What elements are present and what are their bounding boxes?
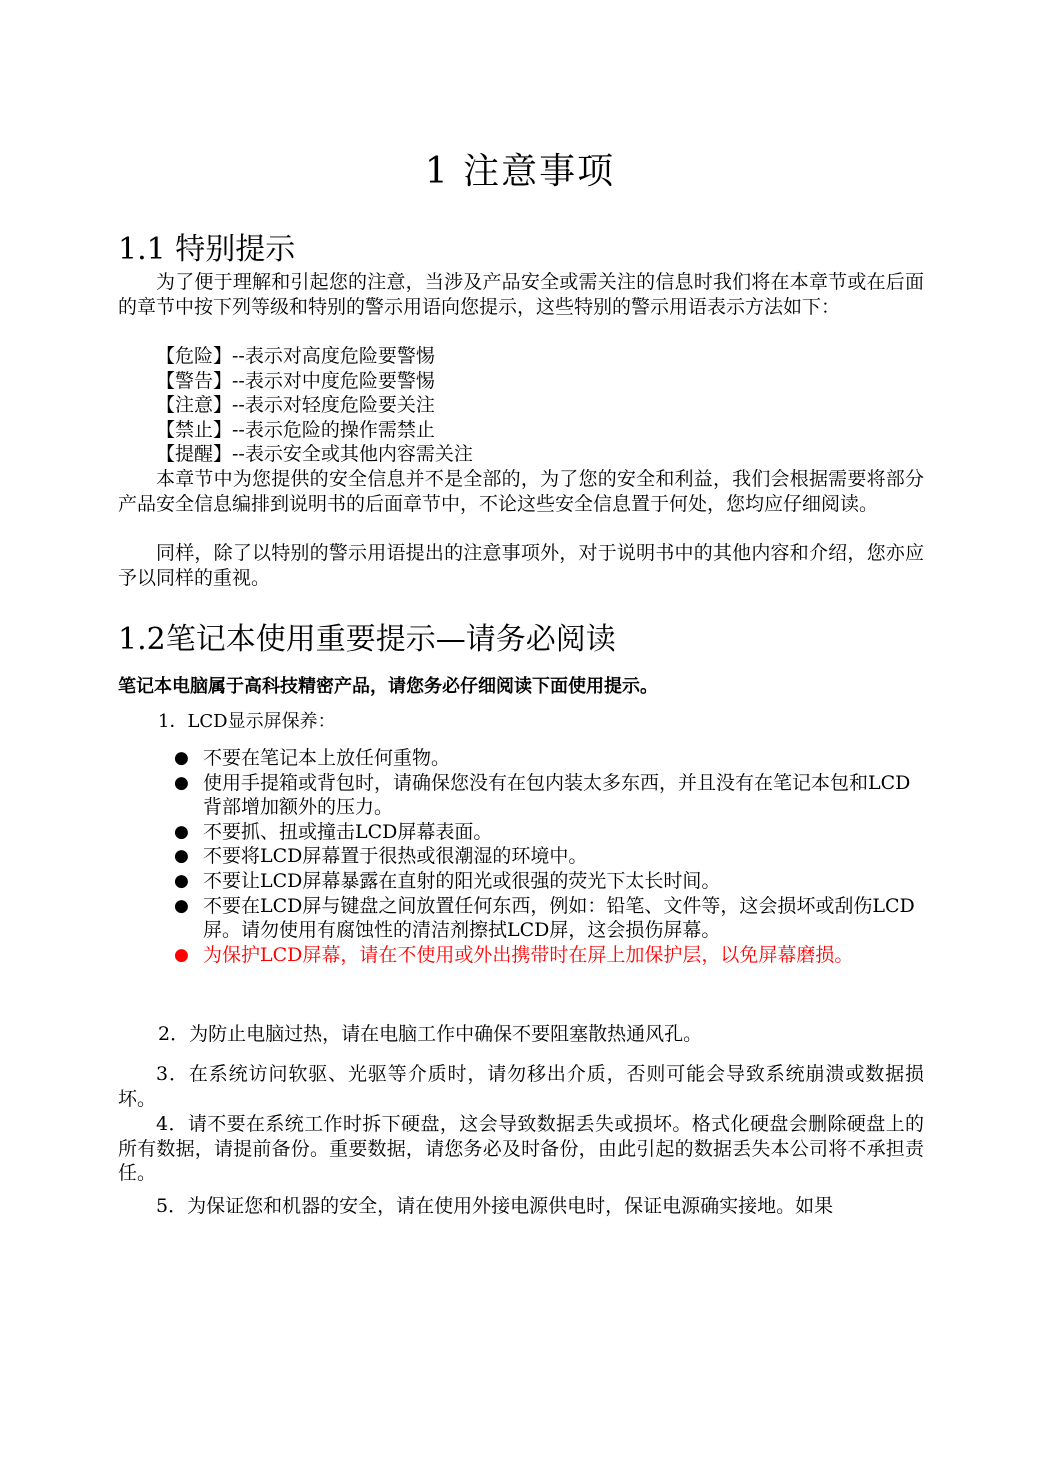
bullet-icon: ● — [174, 846, 189, 867]
lcd-care-list — [174, 746, 919, 967]
warning-level-reminder: 【提醒】--表示安全或其他内容需关注 — [156, 443, 473, 466]
chapter-title: 1 注意事项 — [424, 151, 616, 192]
list-item: ● 不要将LCD屏幕置于很热或很潮湿的环境中。 — [174, 845, 588, 868]
section-heading-usage-tips: 1.2笔记本使用重要提示—请务必阅读 — [118, 622, 616, 657]
warning-level-warning: 【警告】--表示对中度危险要警惕 — [156, 369, 435, 392]
warning-level-prohibited: 【禁止】--表示危险的操作需禁止 — [156, 418, 435, 441]
hard-disk-tip: 4．请不要在系统工作时拆下硬盘，这会导致数据丢失或损坏。格式化硬盘会删除硬盘上的所有数据，请提前备份。重要数据，请您务必及时备份，由此引起的数据丢失本公司将不承担责任。 — [118, 1113, 924, 1185]
media-removal-tip: 3．在系统访问软驱、光驱等介质时，请勿移出介质，否则可能会导致系统崩溃或数据损坏。 — [118, 1063, 924, 1110]
lcd-care-heading: 1．LCD显示屏保养： — [158, 711, 336, 732]
intro-paragraph: 为了便于理解和引起您的注意，当涉及产品安全或需关注的信息时我们将在本章节或在后面的章节中按下列等级和特别的警示用语向您提示，这些特别的警示用语表示方法如下： — [118, 271, 924, 318]
grounding-tip: 5．为保证您和机器的安全，请在使用外接电源供电时，保证电源确实接地。如果 — [156, 1195, 834, 1217]
safety-info-paragraph: 本章节中为您提供的安全信息并不是全部的，为了您的安全和利益，我们会根据需要将部分产品安全信息编排到说明书的后面章节中，不论这些安全信息置于何处，您均应仔细阅读。 — [118, 468, 924, 515]
list-item: ● 不要在笔记本上放任何重物。 — [174, 747, 451, 769]
attention-paragraph: 同样，除了以特别的警示用语提出的注意事项外，对于说明书中的其他内容和介绍，您亦应予以同样的重视。 — [118, 542, 924, 589]
bullet-icon: ● — [174, 821, 189, 842]
warning-levels-list — [156, 344, 473, 467]
bullet-icon: ● — [174, 772, 189, 793]
bullet-icon: ● — [174, 870, 189, 891]
warning-level-danger: 【危险】--表示对高度危险要警惕 — [156, 345, 435, 367]
list-item: ● 使用手提箱或背包时，请确保您没有在包内装太多东西，并且没有在笔记本包和LCD背部增加额外的压力。 — [174, 771, 911, 819]
bullet-icon: ● — [174, 895, 189, 916]
bullet-icon: ● — [174, 944, 189, 965]
list-item: ● 不要抓、扭或撞击LCD屏幕表面。 — [174, 820, 493, 843]
overheat-tip: 2．为防止电脑过热，请在电脑工作中确保不要阻塞散热通风孔。 — [158, 1023, 703, 1045]
list-item: ● 不要在LCD屏与键盘之间放置任何东西，例如：铅笔、文件等，这会损坏或刮伤LCD屏。请勿使用有腐蚀性的清洁剂擦拭LCD屏，这会损伤屏幕。 — [174, 894, 915, 942]
list-item-highlighted: ● 为保护LCD屏幕，请在不使用或外出携带时在屏上加保护层，以免屏幕磨损。 — [174, 943, 854, 966]
section-heading-special-notice: 1.1 特别提示 — [118, 232, 296, 267]
warning-level-caution: 【注意】--表示对轻度危险要关注 — [156, 394, 435, 417]
bullet-icon: ● — [174, 748, 189, 768]
list-item: ● 不要让LCD屏幕暴露在直射的阳光或很强的荧光下太长时间。 — [174, 869, 721, 892]
precision-product-notice: 笔记本电脑属于高科技精密产品，请您务必仔细阅读下面使用提示。 — [118, 676, 658, 697]
